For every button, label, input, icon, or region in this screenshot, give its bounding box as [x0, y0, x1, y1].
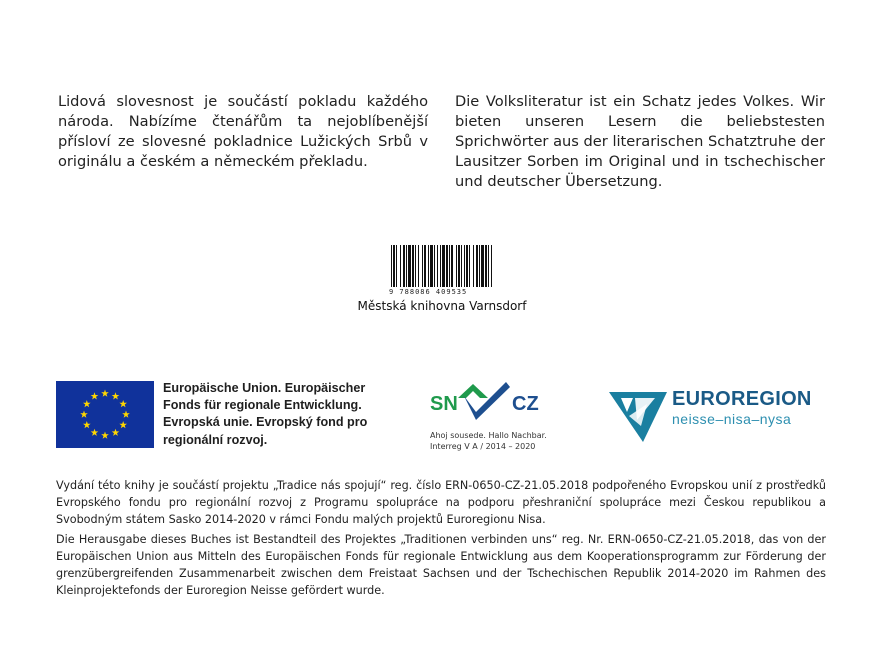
- sn-label: SN: [430, 393, 458, 415]
- barcode-bar: [473, 245, 474, 287]
- eu-flag-logo: [56, 381, 154, 448]
- barcode-bar: [424, 245, 426, 287]
- barcode-bar: [481, 245, 484, 287]
- barcode-bar: [466, 245, 468, 287]
- barcode-bars: [385, 243, 497, 289]
- barcode-bar: [434, 245, 435, 287]
- barcode-bar: [418, 245, 419, 287]
- barcode-bar: [461, 245, 462, 287]
- cz-label: CZ: [512, 393, 539, 415]
- green-chevron-icon: [458, 384, 488, 398]
- legal-notice-german: Die Herausgabe dieses Buches ist Bestandteil des Projektes „Traditionen verbinden uns“ reg. Nr. ERN-0650-CZ-21.05.2018, das von der Europäischen Union aus Mitteln des Europäischen Fonds für regionale Entwicklung aus dem Kooperationsprogramm zur Förderung der grenzübergreifenden Zusammenarbeit zwischen dem Freistaat Sachsen und der Tschechischen Republik 2014-2020 im Rahmen des Kleinprojektefonds der Euroregion Neisse gefördert wurde.: [56, 533, 826, 597]
- interreg-caption-line: Interreg V A / 2014 – 2020: [430, 442, 536, 451]
- barcode-bar: [442, 245, 445, 287]
- barcode-bar: [393, 245, 395, 287]
- euroregion-title: EUROREGION: [672, 388, 812, 410]
- barcode-bar: [428, 245, 429, 287]
- barcode-bar: [479, 245, 480, 287]
- eu-text-line: regionální rozvoj.: [163, 432, 268, 447]
- barcode-bar: [469, 245, 470, 287]
- barcode-bar: [440, 245, 441, 287]
- interreg-caption: [430, 430, 560, 452]
- intro-czech: Lidová slovesnost je součástí pokladu každého národa. Nabízíme čtenářům ta nejoblíbenější přísloví ze slovesné pokladnice Lužických Srbů v originálu a českém a německém překladu.: [58, 93, 428, 170]
- eu-text-line: Evropská unie. Evropský fond pro: [163, 415, 368, 430]
- publisher-name: Městská knihovna Varnsdorf: [357, 299, 527, 313]
- barcode-bar: [449, 245, 450, 287]
- barcode-bar: [437, 245, 438, 287]
- barcode-bar: [403, 245, 405, 287]
- barcode-bar: [485, 245, 487, 287]
- eu-fund-text: [163, 380, 378, 449]
- barcode-bar: [406, 245, 407, 287]
- eu-text-line: Europäische Union. Europäischer: [163, 381, 366, 395]
- barcode-bar: [422, 245, 423, 287]
- interreg-caption-line: Ahoj sousede. Hallo Nachbar.: [430, 431, 547, 440]
- barcode-bar: [488, 245, 489, 287]
- intro-german: Die Volksliteratur ist ein Schatz jedes Volkes. Wir bieten unseren Lesern die beliebstesten Sprichwörter aus der literarischen Schatztruhe der Lausitzer Sorben im Original und in tschechischer und deutscher Übersetzung.: [455, 93, 825, 190]
- barcode-bar: [464, 245, 465, 287]
- barcode-bar: [476, 245, 478, 287]
- isbn-number: 9 788086 409535: [389, 288, 468, 296]
- barcode-bar: [458, 245, 460, 287]
- barcode-bar: [412, 245, 414, 287]
- barcode-bar: [456, 245, 457, 287]
- barcode-bar: [451, 245, 453, 287]
- barcode-bar: [430, 245, 433, 287]
- euroregion-emblem-icon: [607, 390, 669, 444]
- barcode-bar: [391, 245, 392, 287]
- barcode-bar: [396, 245, 397, 287]
- barcode-bar: [415, 245, 416, 287]
- barcode-bar: [491, 245, 492, 287]
- barcode-bar: [400, 245, 401, 287]
- barcode-bar: [408, 245, 411, 287]
- isbn-barcode: [385, 243, 497, 296]
- barcode-bar: [446, 245, 448, 287]
- euroregion-subtitle: neisse–nisa–nysa: [672, 411, 792, 427]
- legal-notice-czech: Vydání této knihy je součástí projektu „Tradice nás spojují“ reg. číslo ERN-0650-CZ-21.05.2018 podpořeného Evropskou unií z prostředků Evropského fondu pro regionální rozvoj z Programu spolupráce na podporu přeshraniční spolupráce mezi Českou republikou a Svobodným státem Sasko 2014-2020 v rámci Fondu malých projektů Euroregionu Nisa.: [56, 479, 826, 526]
- eu-text-line: Fonds für regionale Entwicklung.: [163, 398, 362, 413]
